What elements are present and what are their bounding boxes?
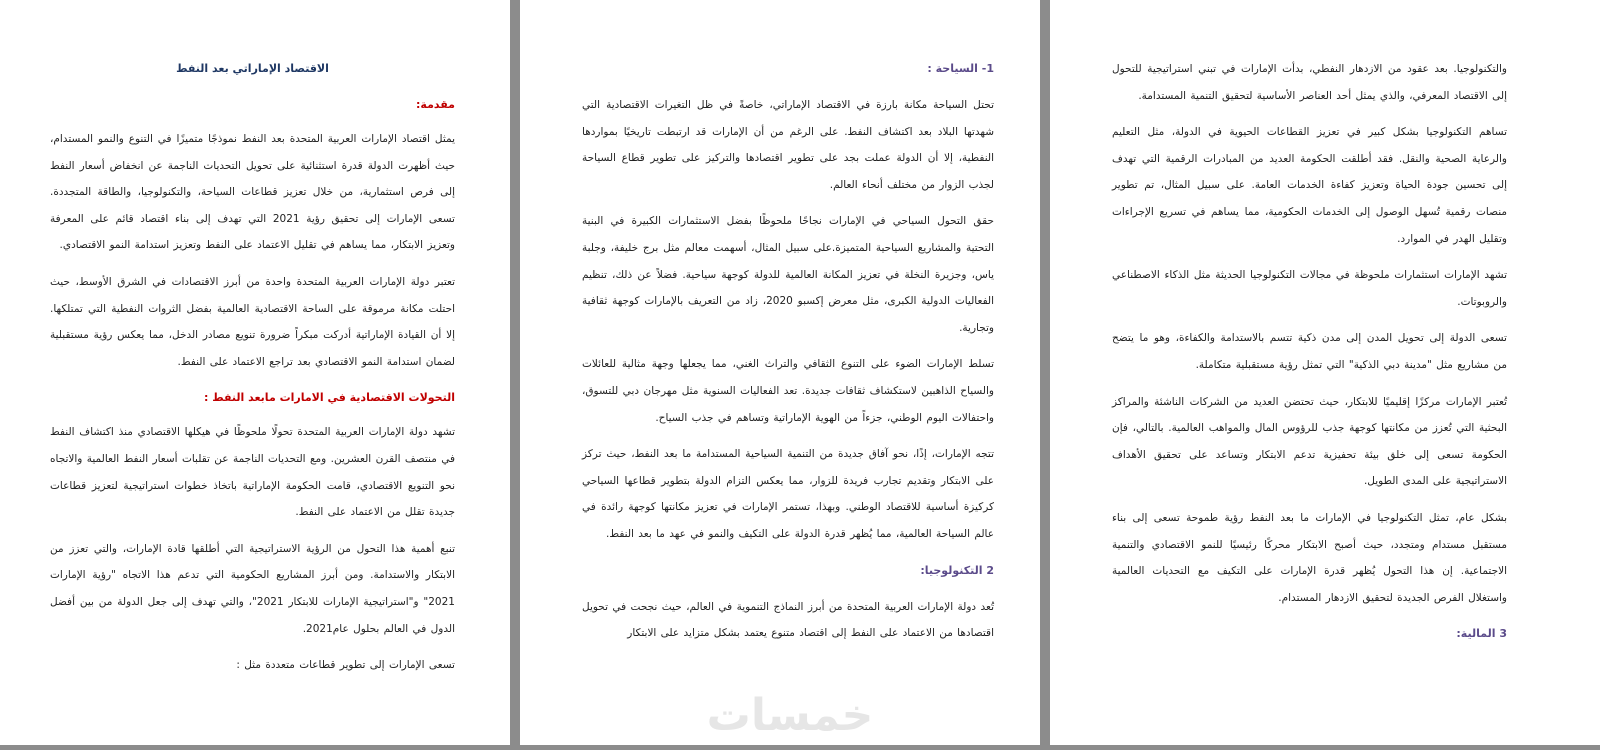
- document-page-3: [1050, 0, 1600, 745]
- technology-paragraph-1: تُعد دولة الإمارات العربية المتحدة من أبرز النماذج التنموية في العالم، حيث نجحت في تحويل اقتصادها من الاعتماد على النفط إلى اقتصاد متنوع يعتمد بشكل متزايد على الابتكار: [582, 600, 994, 640]
- technology-paragraph-3: تساهم التكنولوجيا بشكل كبير في تعزيز القطاعات الحيوية في الدولة، مثل التعليم والرعاية الصحية والنقل. فقد أطلقت الحكومة العديد من المبادرات الرقمية التي تهدف إلى تحسين جودة الحياة وتعزيز كفاءة الخدمات العامة. على سبيل المثال، تم تطوير منصات رقمية تُسهل الوصول إلى الخدمات الحكومية، مما يساهم في تسريع الإجراءات وتقليل الهدر في الموارد.: [1112, 126, 1507, 245]
- intro-heading: مقدمة:: [416, 98, 455, 111]
- watermark-logo: خمسات: [706, 690, 874, 741]
- document-page-2: [520, 0, 1040, 745]
- shifts-heading: التحولات الاقتصادية في الامارات مابعد النفط :: [203, 391, 455, 405]
- technology-paragraph-5: تسعى الدولة إلى تحويل المدن إلى مدن ذكية تتسم بالاستدامة والكفاءة، وهو ما يتضح من مشاريع مثل "مدينة دبي الذكية" التي تمثل رؤية مستقبلية متكاملة.: [1112, 332, 1507, 371]
- technology-heading: 2 التكنولوجيا:: [920, 563, 994, 577]
- tourism-paragraph-1: تحتل السياحة مكانة بارزة في الاقتصاد الإماراتي، خاصةً في ظل التغيرات الاقتصادية التي شهدتها البلاد بعد اكتشاف النفط. على الرغم من أن الإمارات قد ارتبطت تاريخيًا بمواردها النفطية، إلا أن الدولة عملت بجد على تطوير اقتصادها والتركيز على تطوير قطاع السياحة لجذب الزوار من مختلف أنحاء العالم.: [582, 99, 994, 191]
- shifts-paragraph-2: تنبع أهمية هذا التحول من الرؤية الاستراتيجية التي أطلقها قادة الإمارات، والتي تعزز من الابتكار والاستدامة. ومن أبرز المشاريع الحكومية التي تدعم هذا الاتجاه "رؤية الإمارات 2021" و"استراتيجية الإمارات للابتكار 2021"، والتي تهدف إلى جعل الدولة من بين أفضل الدول في العالم بحلول عام2021.: [50, 542, 455, 635]
- finance-heading: 3 المالية:: [1456, 627, 1507, 641]
- page-3-content: [1112, 56, 1507, 657]
- page-1-content: [50, 56, 455, 689]
- technology-paragraph-2: والتكنولوجيا. بعد عقود من الازدهار النفطي، بدأت الإمارات في تبني استراتيجية للتحول إلى الاقتصاد المعرفي، والذي يمثل أحد العناصر الأساسية لتحقيق التنمية المستدامة.: [1112, 63, 1507, 102]
- page-2-content: [582, 56, 994, 657]
- technology-paragraph-4: تشهد الإمارات استثمارات ملحوظة في مجالات التكنولوجيا الحديثة مثل الذكاء الاصطناعي والروبوتات.: [1112, 269, 1507, 308]
- tourism-paragraph-2: حقق التحول السياحي في الإمارات نجاحًا ملحوظًا بفضل الاستثمارات الكبيرة في البنية التحتية والمشاريع السياحية المتميزة.على سبيل المثال، أسهمت معالم مثل برج خليفة، وجلبة ياس، وجزيرة النخلة في تعزيز المكانة العالمية للدولة كوجهة سياحية. فضلاً عن ذلك، تنظيم الفعاليات الدولية الكبرى، مثل معرض إكسبو 2020، زاد من التعريف بالإمارات كوجهة ثقافية وتجارية.: [582, 215, 994, 334]
- intro-paragraph-2: تعتبر دولة الإمارات العربية المتحدة واحدة من أبرز الاقتصادات في الشرق الأوسط، حيث احتلت مكانة مرموقة على الساحة الاقتصادية العالمية بفضل الثروات النفطية التي تمتلكها. إلا أن القيادة الإماراتية أدركت مبكراً ضرورة تنويع مصادر الدخل، مما يعكس رؤية مستقبلية لضمان استدامة النمو الاقتصادي بعد تراجع الاعتماد على النفط.: [50, 275, 455, 368]
- technology-paragraph-7: بشكل عام، تمثل التكنولوجيا في الإمارات ما بعد النفط رؤية طموحة تسعى إلى بناء مستقبل مستدام ومتجدد، حيث أصبح الابتكار محركًا رئيسيًا للنمو الاقتصادي والتنمية الاجتماعية. إن هذا التحول يُظهر قدرة الإمارات على التكيف مع التحديات العالمية واستغلال الفرص الجديدة لتحقيق الازدهار المستدام.: [1112, 511, 1507, 604]
- technology-paragraph-6: تُعتبر الإمارات مركزًا إقليميًا للابتكار، حيث تحتضن العديد من الشركات الناشئة والمراكز البحثية التي تُعزز من مكانتها كوجهة جذب للرؤوس المال والمواهب العالمية. بالتالي، فإن الحكومة تسعى إلى خلق بيئة تحفيزية تدعم الابتكار وتساعد على تحقيق الأهداف الاستراتيجية على المدى الطويل.: [1112, 395, 1507, 488]
- shifts-paragraph-1: تشهد دولة الإمارات العربية المتحدة تحولًا ملحوظًا في هيكلها الاقتصادي منذ اكتشاف النفط في منتصف القرن العشرين. ومع التحديات الناجمة عن تقلبات أسعار النفط العالمية والاتجاه نحو التنويع الاقتصادي، قامت الحكومة الإماراتية باتخاذ خطوات استراتيجية لتعزيز قطاعات جديدة تقلل من الاعتماد على النفط.: [50, 426, 455, 519]
- intro-paragraph-1: يمثل اقتصاد الإمارات العربية المتحدة بعد النفط نموذجًا متميزًا في التنوع والنمو المستدام، حيث أظهرت الدولة قدرة استثنائية على تحويل التحديات الناجمة عن انخفاض أسعار النفط إلى فرص استثمارية، من خلال تعزيز قطاعات السياحة، والتكنولوجيا، والطاقة المتجددة. تسعى الإمارات إلى تحقيق رؤية 2021 التي تهدف إلى بناء اقتصاد قائم على المعرفة وتعزيز الابتكار، مما يساهم في تقليل الاعتماد على النفط وتعزيز استدامة النمو الاقتصادي.: [50, 133, 455, 252]
- shifts-paragraph-3: تسعى الإمارات إلى تطوير قطاعات متعددة مثل :: [236, 659, 455, 672]
- tourism-paragraph-3: تسلط الإمارات الضوء على التنوع الثقافي والتراث الغني، مما يجعلها وجهة مثالية للعائلات والسياح الذاهبين لاستكشاف ثقافات جديدة. تعد الفعاليات السنوية مثل مهرجان دبي للتسوق، واحتفالات اليوم الوطني، جزءاً من الهوية الإماراتية وتساهم في جذب السياح.: [582, 358, 994, 424]
- document-page-1: [0, 0, 510, 745]
- document-title: الاقتصاد الإماراتي بعد النفط: [176, 62, 329, 75]
- tourism-paragraph-4: تتجه الإمارات، إذًا، نحو آفاق جديدة من التنمية السياحية المستدامة ما بعد النفط، حيث تركز على الابتكار وتقديم تجارب فريدة للزوار، مما يعكس التزام الدولة بتطوير قطاعها السياحي كركيزة أساسية للاقتصاد الوطني. وبهذا، تستمر الإمارات في تعزيز مكانتها كوجهة رائدة في عالم السياحة العالمية، مما يُظهر قدرة الدولة على التكيف والنمو في عهد ما بعد النفط.: [582, 448, 994, 540]
- tourism-heading: 1- السياحة :: [927, 62, 994, 75]
